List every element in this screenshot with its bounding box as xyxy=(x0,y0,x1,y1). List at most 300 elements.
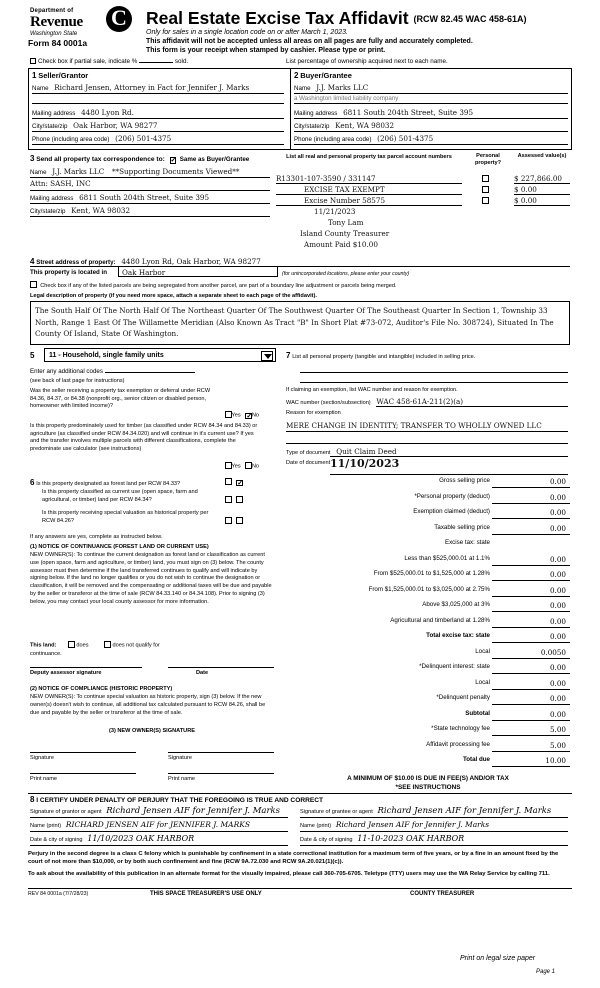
table-row xyxy=(276,207,570,218)
sec6-p2 xyxy=(30,694,274,717)
tax-row-label: *Delinquent interest: state xyxy=(419,663,490,670)
tax-row xyxy=(286,741,570,757)
header-subtitle-2: This affidavit will not be accepted unless all areas on all pages are fully and accurately completed. xyxy=(146,38,473,45)
sec6-continuance-label: continuance. xyxy=(30,651,62,657)
minimum-due-note xyxy=(286,775,570,782)
sec5-enter-codes xyxy=(30,368,195,375)
table-row xyxy=(276,240,570,251)
parcel-stamp-amount: Amount Paid $10.00 xyxy=(304,240,378,249)
sec4-segregated-row xyxy=(30,281,397,289)
form-header xyxy=(0,0,600,52)
grantee-print-input[interactable]: Richard Jensen AIF for Jennifer J. Marks xyxy=(335,820,490,829)
tax-row-rule xyxy=(492,596,570,597)
sec5-number: 5 xyxy=(30,351,35,360)
tax-row-rule xyxy=(492,503,570,504)
tax-row-rule xyxy=(492,658,570,659)
parcel-personal-checkbox[interactable] xyxy=(482,186,489,193)
seller-name-label: Name xyxy=(32,85,49,92)
tax-row-value[interactable]: 0.00 xyxy=(549,585,566,595)
tax-row-value[interactable]: 5.00 xyxy=(549,740,566,750)
dor-logo xyxy=(30,8,150,37)
sec6-this-land-row xyxy=(30,641,160,649)
tax-row-rule xyxy=(492,689,570,690)
rev-form-label: REV 84 0001a (7/7/28/23) xyxy=(28,891,89,897)
grantor-date-row xyxy=(30,834,194,843)
tax-row xyxy=(286,663,570,679)
grantor-date-input[interactable]: 11/10/2023 OAK HARBOR xyxy=(87,834,195,843)
sec6-h1 xyxy=(30,543,209,550)
tax-row-rule xyxy=(492,642,570,643)
tax-row-label: Total due xyxy=(462,756,490,763)
seller-name-row xyxy=(32,83,249,92)
buyer-number: 2 xyxy=(294,71,299,80)
sec6-q1-label: Is this property designated as forest land per RCW 84.33? xyxy=(36,481,181,487)
grantor-signature-input[interactable]: Richard Jensen AIF for Jennifer J. Marks xyxy=(106,806,281,816)
parcel-number-input[interactable]: R13301-107-3590 / 331147 xyxy=(276,174,376,183)
minimum-due-label: A MINIMUM OF $10.00 IS DUE IN FEE(S) AND/OR TAX xyxy=(347,775,509,782)
treasurer-use-note xyxy=(150,890,262,897)
deputy-date-rule xyxy=(168,667,274,668)
tax-row-label: Subtotal xyxy=(465,709,490,717)
sec5-q1-answers xyxy=(225,411,259,419)
land-does-qualify-checkbox[interactable] xyxy=(68,641,75,648)
tax-row-value[interactable]: 0.00 xyxy=(549,632,566,641)
grantor-print-input[interactable]: RICHARD JENSEN AIF for JENNIFER J. MARKS xyxy=(65,820,250,829)
tax-row-label: *State technology fee xyxy=(431,725,490,732)
grantee-signature-input[interactable]: Richard Jensen AIF for Jennifer J. Marks xyxy=(377,806,552,816)
sec3-number: 3 xyxy=(30,154,35,163)
sec7-doctype-label: Type of document xyxy=(286,450,331,456)
grantor-sig-label: Signature of grantor or agent xyxy=(30,809,102,815)
tax-row-value[interactable]: 0.00 xyxy=(549,663,566,672)
sec7-heading xyxy=(286,351,572,360)
sec8-top-rule xyxy=(28,793,572,794)
land-does-not-label: does not qualify for xyxy=(112,642,160,649)
tax-row-label: Less than $525,000.01 at 1.1% xyxy=(404,554,490,562)
sec7-docdate-input[interactable]: 11/10/2023 xyxy=(330,457,400,470)
ada-note xyxy=(28,870,572,878)
land-does-label: does xyxy=(76,642,89,649)
sec3-heading-label: Send all property tax correspondence to: xyxy=(36,156,165,163)
perjury-text: Perjury in the second degree is a class C felony which is punishable by confinement in a state correctional institution for a maximum term of five years, or by a fine in an amount fixed by the court of not more than $10,000, or by both such confinement and fine (RCW 9A.72.030 and RCW 9A.20.021(1)(c)). xyxy=(28,851,559,865)
sec6-q2-answers xyxy=(225,496,243,504)
grantee-sig-label: Signature of grantee or agent xyxy=(300,809,373,815)
seller-mailing-rule xyxy=(32,118,284,119)
sec5-q2-no-label: No xyxy=(251,463,260,470)
sec3-city-rule xyxy=(30,216,270,217)
buyer-mailing-row xyxy=(294,108,473,117)
sec8-heading xyxy=(30,795,323,804)
sec6-q2-no-checkbox[interactable] xyxy=(236,496,243,503)
sec6-q3-answers xyxy=(225,517,243,525)
deputy-sig-rule xyxy=(30,667,142,668)
sec4-street-rule xyxy=(30,266,570,267)
sec7-number: 7 xyxy=(286,351,291,360)
parcel-stamp-treasurer: Island County Treasurer xyxy=(300,229,390,238)
sec3-mailing-label: Mailing address xyxy=(30,195,74,202)
grantor-print-row xyxy=(30,820,250,829)
page-title-text: Real Estate Excise Tax Affidavit xyxy=(146,8,409,28)
grantor-sig-row xyxy=(30,806,280,816)
tax-row-value[interactable]: 0.00 xyxy=(549,554,566,564)
sec7-wac-input[interactable]: WAC 458-61A-211(2)(a) xyxy=(376,397,464,406)
ada-text: To ask about the availability of this publication in an alternate format for the visually impaired, please call 360-705-6705. Teletype (TTY) users may use the WA Relay Service by calling 711. xyxy=(28,871,550,877)
sec3-city-input[interactable]: Kent, WA 98032 xyxy=(71,206,131,215)
sec3-attn xyxy=(30,179,91,188)
sec4-located-row xyxy=(30,269,107,276)
sec7-reason-label-row xyxy=(286,409,341,416)
county-treasurer-note xyxy=(410,890,474,897)
grantee-print-row xyxy=(300,820,489,829)
grantee-print-label: Name (print) xyxy=(300,823,332,829)
seller-city-row xyxy=(32,121,157,130)
sec4-street-input[interactable]: 4480 Lyon Rd, Oak Harbor, WA 98277 xyxy=(121,257,261,266)
sec5-q2-answers xyxy=(225,462,259,470)
sec6-this-land-label: This land: xyxy=(30,642,57,649)
sec5-codes-note xyxy=(30,377,125,384)
grantor-print-label: Name (print) xyxy=(30,823,62,829)
sec7-wac-rule xyxy=(376,406,568,407)
additional-codes-input[interactable] xyxy=(105,372,195,373)
perjury-note xyxy=(28,850,572,866)
newowner-sig1-rule xyxy=(30,752,136,753)
sec3-attn-rule xyxy=(30,190,270,191)
tax-row xyxy=(286,756,570,772)
assessed-header-label: Assessed value(s) xyxy=(517,153,567,159)
tax-row-value[interactable]: 0.00 xyxy=(549,601,566,610)
use-code-value: 11 - Household, single family units xyxy=(49,352,164,359)
buyer-mailing-rule xyxy=(294,118,568,119)
sec7-heading-label: List all personal property (tangible and intangible) included in selling price. xyxy=(292,354,476,360)
sec4-unincorp-text: (for unincorporated locations, please enter your county) xyxy=(282,271,410,277)
buyer-city-label: City/state/zip xyxy=(294,123,330,130)
tax-row-value[interactable]: 0.0050 xyxy=(540,647,566,657)
seller-phone-input[interactable]: (206) 501-4375 xyxy=(115,134,172,143)
sec4-unincorp-note xyxy=(282,270,409,277)
legal-description-box[interactable] xyxy=(30,301,570,345)
tax-row-rule xyxy=(492,735,570,736)
sec6-h2 xyxy=(30,685,172,692)
newowner-sig1-label: Signature xyxy=(30,755,54,761)
sec6-p1-text: NEW OWNER(S): To continue the current designation as forest land or classification as current use (open space, farm and agriculture, or timber) land, you must sign on (3) below. The county assessor must then determine if the land transferred continues to qualify and will indicate by signing below. If the land no longer qualifies or you do not wish to continue the designation or classification, it will be removed and the compensating or additional taxes will be due and payable by the seller or transferor at the time of sale (RCW 84.33.140 or 84.34.108). Prior to signing (3) below, you may contact your local county assessor for more information. xyxy=(30,552,272,605)
grantor-sig-rule xyxy=(30,817,288,818)
segregated-label: Check box if any of the listed parcels are being segregated from another parcel, are part of a boundary line adjustment or parcels being merged. xyxy=(40,282,397,289)
parcel-assessed-input[interactable]: $ 227,866.00 xyxy=(514,174,563,183)
sec7-reason-rule2 xyxy=(286,443,568,444)
sec3-city-label: City/state/zip xyxy=(30,208,66,215)
buyer-mailing-label: Mailing address xyxy=(294,110,338,117)
tax-row-rule xyxy=(492,611,570,612)
sec6-continuance-row xyxy=(30,650,62,657)
sec5-q1-label: Was the seller receiving a property tax exemption or deferral under RCW 84.36, 84.37, or 84.38 (nonprofit org., senior citizen or disabled person, homeowner with limited income)? xyxy=(30,388,211,410)
sec4-legal-label: Legal description of property (if you need more space, attach a separate sheet to each page of the affidavit). xyxy=(30,293,317,299)
personal-header-label: Personal property? xyxy=(474,153,502,166)
sec6-h3-label: (3) NEW OWNER(S) SIGNATURE xyxy=(109,728,195,734)
sec6-p2-text: NEW OWNER(S): To continue special valuation as historic property, sign (3) below. If the new owner(s) doesn't wish to continue, all additional tax calculated pursuant to RCW 84.26, shall be due and payable by the seller or transferor at the time of sale. xyxy=(30,694,266,716)
tax-row-label: *Delinquent penalty xyxy=(436,694,490,701)
page-number-label: Page 1 xyxy=(536,969,556,975)
land-does-not-qualify-checkbox[interactable] xyxy=(104,641,111,648)
tax-row-label: Gross selling price xyxy=(439,477,490,484)
sec6-q1-answers xyxy=(225,478,243,486)
tax-row-rule xyxy=(492,580,570,581)
tax-row-rule xyxy=(492,487,570,488)
deputy-date-label-row xyxy=(196,669,208,676)
buyer-name-rule xyxy=(294,93,568,94)
sec5-q1-no-label: No xyxy=(251,412,260,419)
tax-row-value[interactable]: 0.00 xyxy=(549,570,566,579)
revenue-c-icon: C xyxy=(106,6,132,32)
header-subtitle-1: Only for sales in a single location code on or after March 1, 2023. xyxy=(146,29,348,36)
buyer-city-rule xyxy=(294,131,568,132)
sec6-q1-no-checkbox[interactable]: ✓ xyxy=(237,479,244,487)
tax-row-label: *Personal property (deduct) xyxy=(414,492,490,500)
seller-city-input[interactable]: Oak Harbor, WA 98277 xyxy=(73,121,158,130)
personal-property-header xyxy=(466,152,510,166)
sec6-p1 xyxy=(30,552,274,607)
sec6-h3 xyxy=(30,727,274,734)
same-as-buyer-checkbox[interactable]: ✓ xyxy=(170,157,177,164)
use-code-select[interactable] xyxy=(44,348,276,362)
sec5-q2 xyxy=(30,423,258,453)
sec7-reason-input[interactable]: MERE CHANGE IN IDENTITY; TRANSFER TO WHOLLY OWNED LLC xyxy=(286,421,542,430)
buyer-name-input[interactable]: J.J. Marks LLC xyxy=(316,83,369,92)
see-instructions-note xyxy=(286,784,570,791)
tax-row-label: Affidavit processing fee xyxy=(426,740,490,748)
sec4-street-label: Street address of property: xyxy=(36,259,116,266)
county-treasurer-label: COUNTY TREASURER xyxy=(410,891,475,897)
tax-row-label: Excise tax: state xyxy=(444,539,490,546)
sec6-q2 xyxy=(42,489,222,504)
parcel-assessed-input[interactable]: $ 0.00 xyxy=(514,196,537,205)
buyer-name-row xyxy=(294,83,368,92)
sec4-located-input[interactable] xyxy=(118,266,278,277)
seller-city-label: City/state/zip xyxy=(32,123,68,130)
sec8-number: 8 xyxy=(30,795,35,804)
sec6-q3-no-checkbox[interactable] xyxy=(236,517,243,524)
sec7-personal-rule1 xyxy=(300,372,568,373)
tax-row-value[interactable]: 0.00 xyxy=(549,694,566,703)
tax-row xyxy=(286,601,570,617)
tax-row-label: Local xyxy=(475,678,490,686)
segregated-checkbox[interactable] xyxy=(30,281,37,288)
grantee-date-label: Date & city of signing xyxy=(300,837,353,843)
sec6-q3 xyxy=(42,510,222,525)
partial-sale-row xyxy=(30,58,188,65)
seller-heading xyxy=(32,71,88,80)
table-row xyxy=(276,218,570,229)
tax-row xyxy=(286,710,570,726)
rev-form-number xyxy=(28,890,88,897)
tax-row-label: Taxable selling price xyxy=(434,523,490,531)
partial-sale-percent-input[interactable] xyxy=(139,62,173,63)
seller-mailing-label: Mailing address xyxy=(32,110,76,117)
buyer-phone-row xyxy=(294,134,433,143)
grantee-print-rule xyxy=(300,831,568,832)
sec5-q1-no-checkbox[interactable]: ✓ xyxy=(246,412,253,420)
sec5-q2-yes-label: Yes xyxy=(231,463,241,470)
ownership-percent-note: List percentage of ownership acquired next to each name. xyxy=(286,58,448,65)
seller-city-rule xyxy=(32,131,284,132)
footer-rule xyxy=(28,888,572,889)
sec3-mailing-input[interactable]: 6811 South 204th Street, Suite 395 xyxy=(79,193,210,202)
sec4-legal-label-row xyxy=(30,292,317,299)
partial-sale-checkbox[interactable] xyxy=(30,58,36,64)
tax-row xyxy=(286,648,570,664)
sec7-personal-rule2 xyxy=(300,382,568,383)
grantee-date-input[interactable]: 11-10-2023 OAK HARBOR xyxy=(357,834,465,843)
sec7-reason-rule1 xyxy=(286,431,568,432)
tax-row-value[interactable]: 0.00 xyxy=(549,508,566,517)
tax-row xyxy=(286,539,570,555)
tax-row-value[interactable]: 0.00 xyxy=(549,678,566,688)
tax-row-rule xyxy=(492,518,570,519)
sec4-located-value: Oak Harbor xyxy=(122,268,166,277)
parcel-number-input[interactable]: EXCISE TAX EXEMPT xyxy=(304,185,385,194)
tax-row-value[interactable]: 0.00 xyxy=(549,492,566,502)
seller-phone-row xyxy=(32,134,171,143)
newowner-print2-label-row xyxy=(168,775,195,782)
parcel-table-header xyxy=(276,153,462,160)
tax-row-label: Exemption claimed (deduct) xyxy=(413,508,490,515)
tax-row-value[interactable]: 5.00 xyxy=(549,725,566,734)
sec6-q3-label: Is this property receiving special valuation as historical property per RCW 84.26? xyxy=(42,510,209,524)
grantee-sig-rule xyxy=(300,817,568,818)
tax-row-rule xyxy=(492,627,570,628)
deputy-sig-label: Deputy assessor signature xyxy=(30,670,102,676)
sec3-city-row xyxy=(30,206,130,215)
tax-row-label: From $525,000.01 to $1,525,000 at 1.28% xyxy=(373,570,490,577)
tax-row-value[interactable]: 0.00 xyxy=(549,616,566,626)
parcel-assessed-input[interactable]: $ 0.00 xyxy=(514,185,537,194)
sec8-certify-label: I CERTIFY UNDER PENALTY OF PERJURY THAT THE FOREGOING IS TRUE AND CORRECT xyxy=(36,797,324,804)
tax-row-value[interactable]: 0.00 xyxy=(549,709,566,719)
sec7-reason-value-row xyxy=(286,421,542,430)
chevron-down-icon[interactable] xyxy=(261,351,273,361)
sec6-h2-label: (2) NOTICE OF COMPLIANCE (HISTORIC PROPERTY) xyxy=(30,686,173,692)
sec6-h1-label: (1) NOTICE OF CONTINUANCE (FOREST LAND OR CURRENT USE) xyxy=(30,544,209,550)
tax-row xyxy=(286,694,570,710)
sec3-heading xyxy=(30,154,249,164)
sec7-doctype-input[interactable]: Quit Claim Deed xyxy=(336,447,397,456)
sec6-q2-label: Is this property classified as current use (open space, farm and agricultural, or timber) land per RCW 84.34? xyxy=(42,489,198,503)
seller-name-rule xyxy=(32,93,284,94)
page-title xyxy=(146,8,527,29)
tax-row xyxy=(286,632,570,648)
seller-name-input[interactable]: Richard Jensen, Attorney in Fact for Jennifer J. Marks xyxy=(54,83,250,92)
seller-mailing-row xyxy=(32,108,134,117)
tax-row xyxy=(286,586,570,602)
partial-sale-label: Check box if partial sale, indicate % xyxy=(38,58,138,65)
buyer-name-label: Name xyxy=(294,85,311,92)
grantor-date-label: Date & city of signing xyxy=(30,837,83,843)
sec6-q1-yes-checkbox[interactable] xyxy=(225,478,232,485)
table-row xyxy=(276,196,570,207)
buyer-phone-label: Phone (including area code) xyxy=(294,136,372,143)
sec7-docdate-rule xyxy=(330,474,568,475)
buyer-mailing-input[interactable]: 6811 South 204th Street, Suite 395 xyxy=(343,108,474,117)
sec7-docdate-label: Date of document xyxy=(286,460,331,466)
newowner-print2-label: Print name xyxy=(168,776,196,782)
buyer-city-input[interactable]: Kent, WA 98032 xyxy=(335,121,395,130)
sec3-name-rule xyxy=(30,177,270,178)
tax-row-value[interactable]: 0.00 xyxy=(549,477,566,486)
newowner-print1-label-row xyxy=(30,775,57,782)
tax-row-value[interactable]: 0.00 xyxy=(549,523,566,533)
sec6-q3-yes-checkbox[interactable] xyxy=(225,517,232,524)
sec3-attn-text: Attn: SASH, INC xyxy=(30,179,91,188)
partial-sale-tail: sold. xyxy=(174,58,189,65)
buyer-phone-input[interactable]: (206) 501-4375 xyxy=(377,134,434,143)
tax-row xyxy=(286,555,570,571)
parcel-personal-checkbox[interactable] xyxy=(482,175,489,182)
tax-row-label: From $1,525,000.01 to $3,025,000 at 2.75% xyxy=(368,585,490,593)
seller-heading-label: Seller/Grantor xyxy=(38,71,89,80)
sec7-wac-label: WAC number (section/subsection) xyxy=(286,400,371,406)
tax-row-label: Total excise tax: state xyxy=(426,632,490,639)
legal-size-label: Print on legal size paper xyxy=(460,955,536,962)
sec7-exemption-label: If claiming an exemption, list WAC number and reason for exemption. xyxy=(286,387,458,393)
grantee-date-rule xyxy=(300,845,568,846)
sec4-number: 4 xyxy=(30,257,35,266)
sec3-mailing-rule xyxy=(30,203,270,204)
tax-row-value[interactable]: 10.00 xyxy=(545,756,566,765)
page-title-rcw: (RCW 82.45 WAC 458-61A) xyxy=(413,14,527,24)
tax-row-rule xyxy=(492,751,570,752)
header-subtitle-3: This form is your receipt when stamped by cashier. Please type or print. xyxy=(146,47,386,54)
tax-row-rule xyxy=(492,673,570,674)
seller-number: 1 xyxy=(32,71,37,80)
dor-state-label: Washington State xyxy=(30,31,78,37)
sec7-exemption-label-row xyxy=(286,386,572,393)
newowner-sig2-label: Signature xyxy=(168,755,192,761)
sec4-street-row xyxy=(30,257,261,266)
seller-mailing-input[interactable]: 4480 Lyon Rd. xyxy=(81,108,134,117)
sec5-q1-yes-label: Yes xyxy=(231,412,241,419)
tax-row-rule xyxy=(492,766,570,767)
dor-department-label: Department of xyxy=(30,8,74,14)
sec5-q2-label: Is this property predominately used for timber (as classified under RCW 84.34 and 84.33) or agriculture (as classified under RCW 84.34.020) and will continue in it's current use? If yes and the transfer involves multiple parcels with different classifications, complete the predominate use calculator (see instructions) xyxy=(30,423,258,452)
seller-phone-rule xyxy=(32,144,284,145)
grantor-date-rule xyxy=(30,845,288,846)
tax-row xyxy=(286,570,570,586)
sec3-name-input[interactable]: J.J. Marks LLC xyxy=(52,167,105,176)
parcel-personal-checkbox[interactable] xyxy=(482,197,489,204)
tax-row xyxy=(286,493,570,509)
seller-blank-rule xyxy=(32,103,284,104)
page-number xyxy=(536,968,555,975)
sec6-q2-yes-checkbox[interactable] xyxy=(225,496,232,503)
newowner-print1-label: Print name xyxy=(30,776,58,782)
parties-divider xyxy=(290,68,291,150)
tax-row-rule xyxy=(492,565,570,566)
sec7-docdate-row xyxy=(286,459,330,466)
tax-calculation-table xyxy=(286,477,570,772)
form-number: Form 84 0001a xyxy=(28,38,88,48)
legal-description-text: The South Half Of The North Half Of The Northeast Quarter Of The Southwest Quarter Of The Southeast Quarter In Section 1, Township 33 North, Range 1 East Of The Willamette Meridian (Also Known As Tract "B" In Short Plat #73-072, Auditor's File No. 308724), Situated In The County Of Island, State Of Washington. xyxy=(35,306,554,338)
see-instructions-label: *SEE INSTRUCTIONS xyxy=(395,784,461,791)
sec7-docdate-value-row xyxy=(330,457,399,470)
parcel-stamp-name: Tony Lam xyxy=(328,218,364,227)
parcel-number-input[interactable]: Excise Number 58575 xyxy=(304,196,386,205)
sec3-name-row xyxy=(30,167,239,176)
grantee-sig-row xyxy=(300,806,551,816)
tax-row xyxy=(286,617,570,633)
sec7-doctype-row xyxy=(286,447,397,456)
tax-row-label: Agricultural and timberland at 1.28% xyxy=(390,616,490,624)
tax-row xyxy=(286,477,570,493)
sec3-mailing-row xyxy=(30,193,209,202)
